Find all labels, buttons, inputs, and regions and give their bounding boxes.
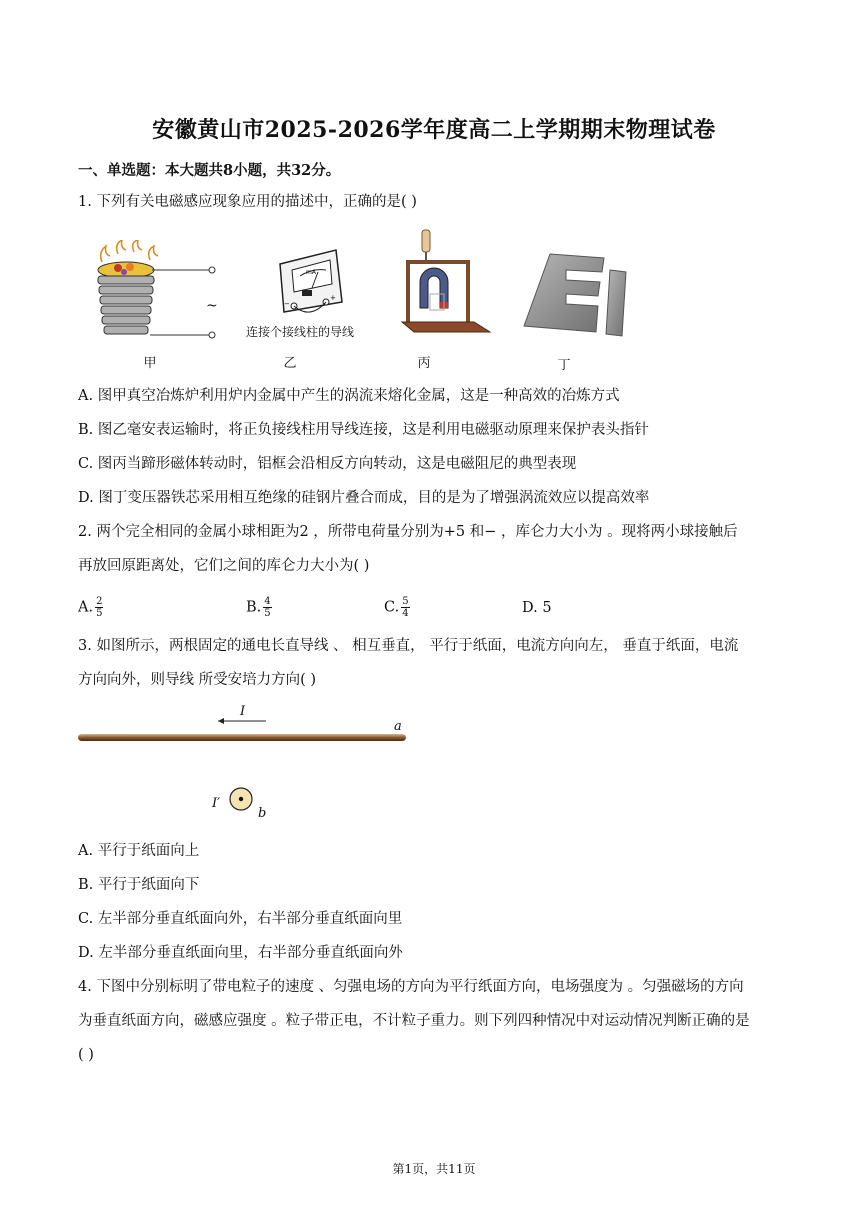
q3-option-a: A. 平行于纸面向上 xyxy=(78,843,200,859)
page-title: 安徽黄山市2025-2026学年度高二上学期期末物理试卷 xyxy=(152,117,716,143)
section-heading: 一、单选题：本大题共8小题，共32分。 xyxy=(78,162,341,179)
q2-stem-line1: 2. 两个完全相同的金属小球相距为2 ，所带电荷量分别为+5 和− ，库仑力大小为 。现将两小球接触后 xyxy=(78,524,738,540)
label-current-Iprime: I′ xyxy=(212,796,221,811)
q3-stem-line1: 3. 如图所示，两根固定的通电长直导线 、 相互垂直， 平行于纸面，电流方向向左， 垂直于纸面，电流 xyxy=(78,638,739,654)
q1-option-a: A. 图甲真空冶炼炉利用炉内金属中产生的涡流来熔化金属，这是一种高效的冶炼方式 xyxy=(78,388,620,404)
q4-stem-line2: 为垂直纸面方向，磁感应强度 。粒子带正电，不计粒子重力。则下列四种情况中对运动情况判断正确的是 xyxy=(78,1013,750,1029)
svg-text:−: − xyxy=(284,300,290,308)
q2-option-b: B. $\frac{4}{5}$ xyxy=(246,596,271,619)
q3-stem-line2: 方向向外，则导线 所受安培力方向( ) xyxy=(78,672,317,688)
caption-yi: 乙 xyxy=(283,356,297,371)
q1-option-b: B. 图乙毫安表运输时，将正负接线柱用导线连接，这是利用电磁驱动原理来保护表头指针 xyxy=(78,422,649,438)
q3-option-d: D. 左半部分垂直纸面向里，右半部分垂直纸面向外 xyxy=(78,945,403,961)
q2-stem-line2: 再放回原距离处，它们之间的库仑力大小为( ) xyxy=(78,558,370,574)
q4-stem-line1: 4. 下图中分别标明了带电粒子的速度 、匀强电场的方向为平行纸面方向，电场强度为 。匀强磁场的方向 xyxy=(78,979,744,995)
caption-jia: 甲 xyxy=(143,356,157,371)
svg-text:mA: mA xyxy=(306,269,316,276)
furnace-coil-figure xyxy=(88,240,228,345)
q1-stem: 1. 下列有关电磁感应现象应用的描述中，正确的是( ) xyxy=(78,194,417,210)
label-current-I: I xyxy=(240,704,246,719)
current-out-dot-icon xyxy=(239,797,243,801)
caption-bing: 丙 xyxy=(417,356,431,371)
wire-a xyxy=(78,734,406,741)
wire-label: 连接个接线柱的导线 xyxy=(246,325,355,339)
transformer-core-figure xyxy=(520,252,632,338)
label-wire-a: a xyxy=(394,719,402,734)
q2-option-d: D. 5 xyxy=(522,600,552,616)
q1-option-c: C. 图丙当蹄形磁体转动时，铝框会沿相反方向转动，这是电磁阻尼的典型表现 xyxy=(78,456,577,472)
svg-text:+: + xyxy=(330,294,336,302)
q3-option-c: C. 左半部分垂直纸面向外，右半部分垂直纸面向里 xyxy=(78,911,403,927)
label-wire-b: b xyxy=(258,806,267,821)
page-footer: 第1页，共11页 xyxy=(392,1162,476,1176)
q2-option-c: C. $\frac{5}{4}$ xyxy=(384,596,409,619)
ac-symbol: ~ xyxy=(206,298,218,314)
q1-option-d: D. 图丁变压器铁芯采用相互绝缘的硅钢片叠合而成，目的是为了增强涡流效应以提高效率 xyxy=(78,490,650,506)
wire-diagram xyxy=(76,700,416,830)
milliammeter-figure xyxy=(272,246,352,324)
q2-option-a: A. $\frac{2}{5}$ xyxy=(78,596,103,619)
flame-icon xyxy=(101,240,158,262)
horseshoe-magnet-figure xyxy=(400,228,492,336)
caption-ding: 丁 xyxy=(557,358,571,373)
q4-stem-line3: ( ) xyxy=(78,1047,94,1063)
q3-option-b: B. 平行于纸面向下 xyxy=(78,877,200,893)
